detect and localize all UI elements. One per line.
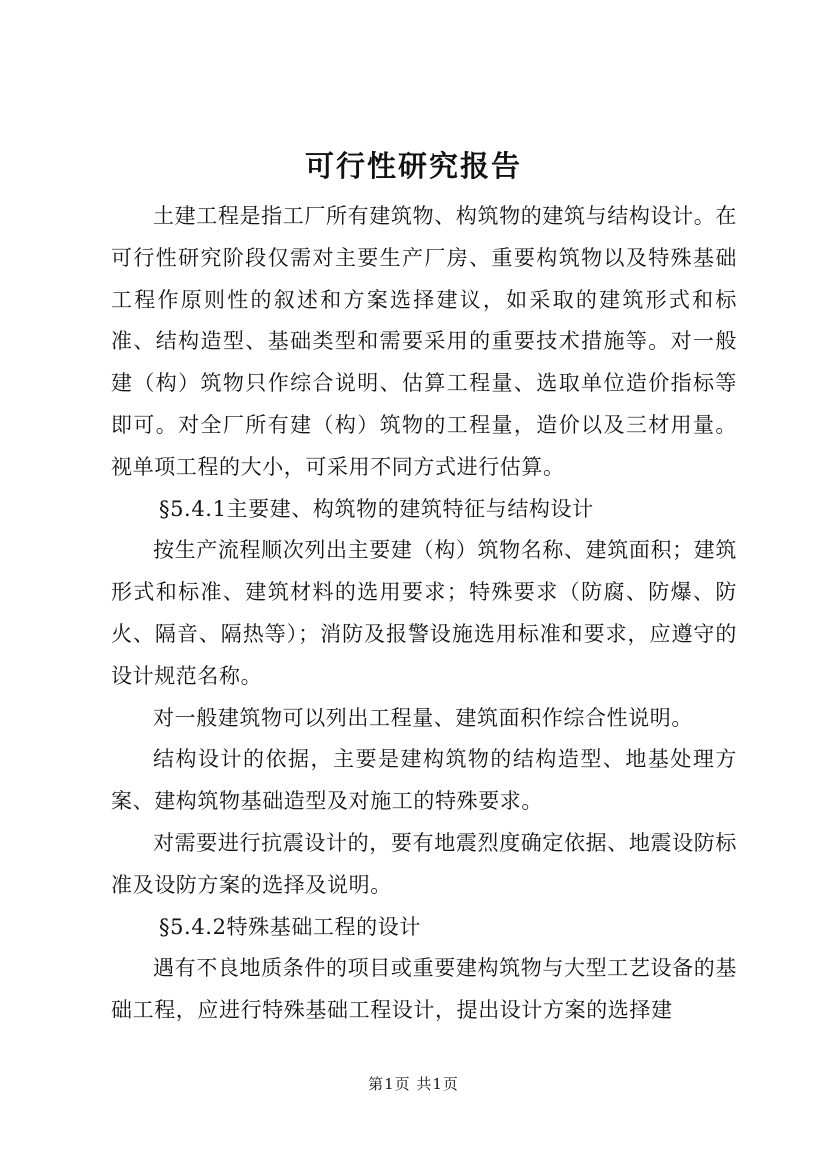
paragraph-structural-design-basis: 结构设计的依据，主要是建构筑物的结构造型、地基处理方案、建构筑物基础造型及对施工的特殊要求。	[111, 747, 737, 814]
section-heading-5-4-1: §5.4.1主要建、构筑物的建筑特征与结构设计	[159, 496, 594, 521]
document-body	[111, 196, 737, 1032]
paragraph-main-buildings-list: 按生产流程顺次列出主要建（构）筑物名称、建筑面积；建筑形式和标准、建筑材料的选用要求；特殊要求（防腐、防爆、防火、隔音、隔热等）；消防及报警设施选用标准和要求，应遵守的设计规范名称。	[111, 538, 737, 688]
paragraph-general-buildings: 对一般建筑物可以列出工程量、建筑面积作综合性说明。	[153, 705, 693, 730]
document-title: 可行性研究报告	[304, 149, 522, 183]
paragraph-special-foundation: 遇有不良地质条件的项目或重要建构筑物与大型工艺设备的基础工程，应进行特殊基础工程设计，提出设计方案的选择建	[111, 956, 737, 1023]
paragraph-civil-engineering-intro: 土建工程是指工厂所有建筑物、构筑物的建筑与结构设计。在可行性研究阶段仅需对主要生产厂房、重要构筑物以及特殊基础工程作原则性的叙述和方案选择建议，如采取的建筑形式和标准、结构造型、基础类型和需要采用的重要技术措施等。对一般建（构）筑物只作综合说明、估算工程量、选取单位造价指标等即可。对全厂所有建（构）筑物的工程量，造价以及三材用量。视单项工程的大小，可采用不同方式进行估算。	[111, 204, 737, 479]
section-heading-5-4-2: §5.4.2特殊基础工程的设计	[159, 914, 421, 939]
page-footer: 第1页 共1页	[368, 1075, 459, 1093]
paragraph-seismic-design: 对需要进行抗震设计的，要有地震烈度确定依据、地震设防标准及设防方案的选择及说明。	[111, 830, 737, 897]
